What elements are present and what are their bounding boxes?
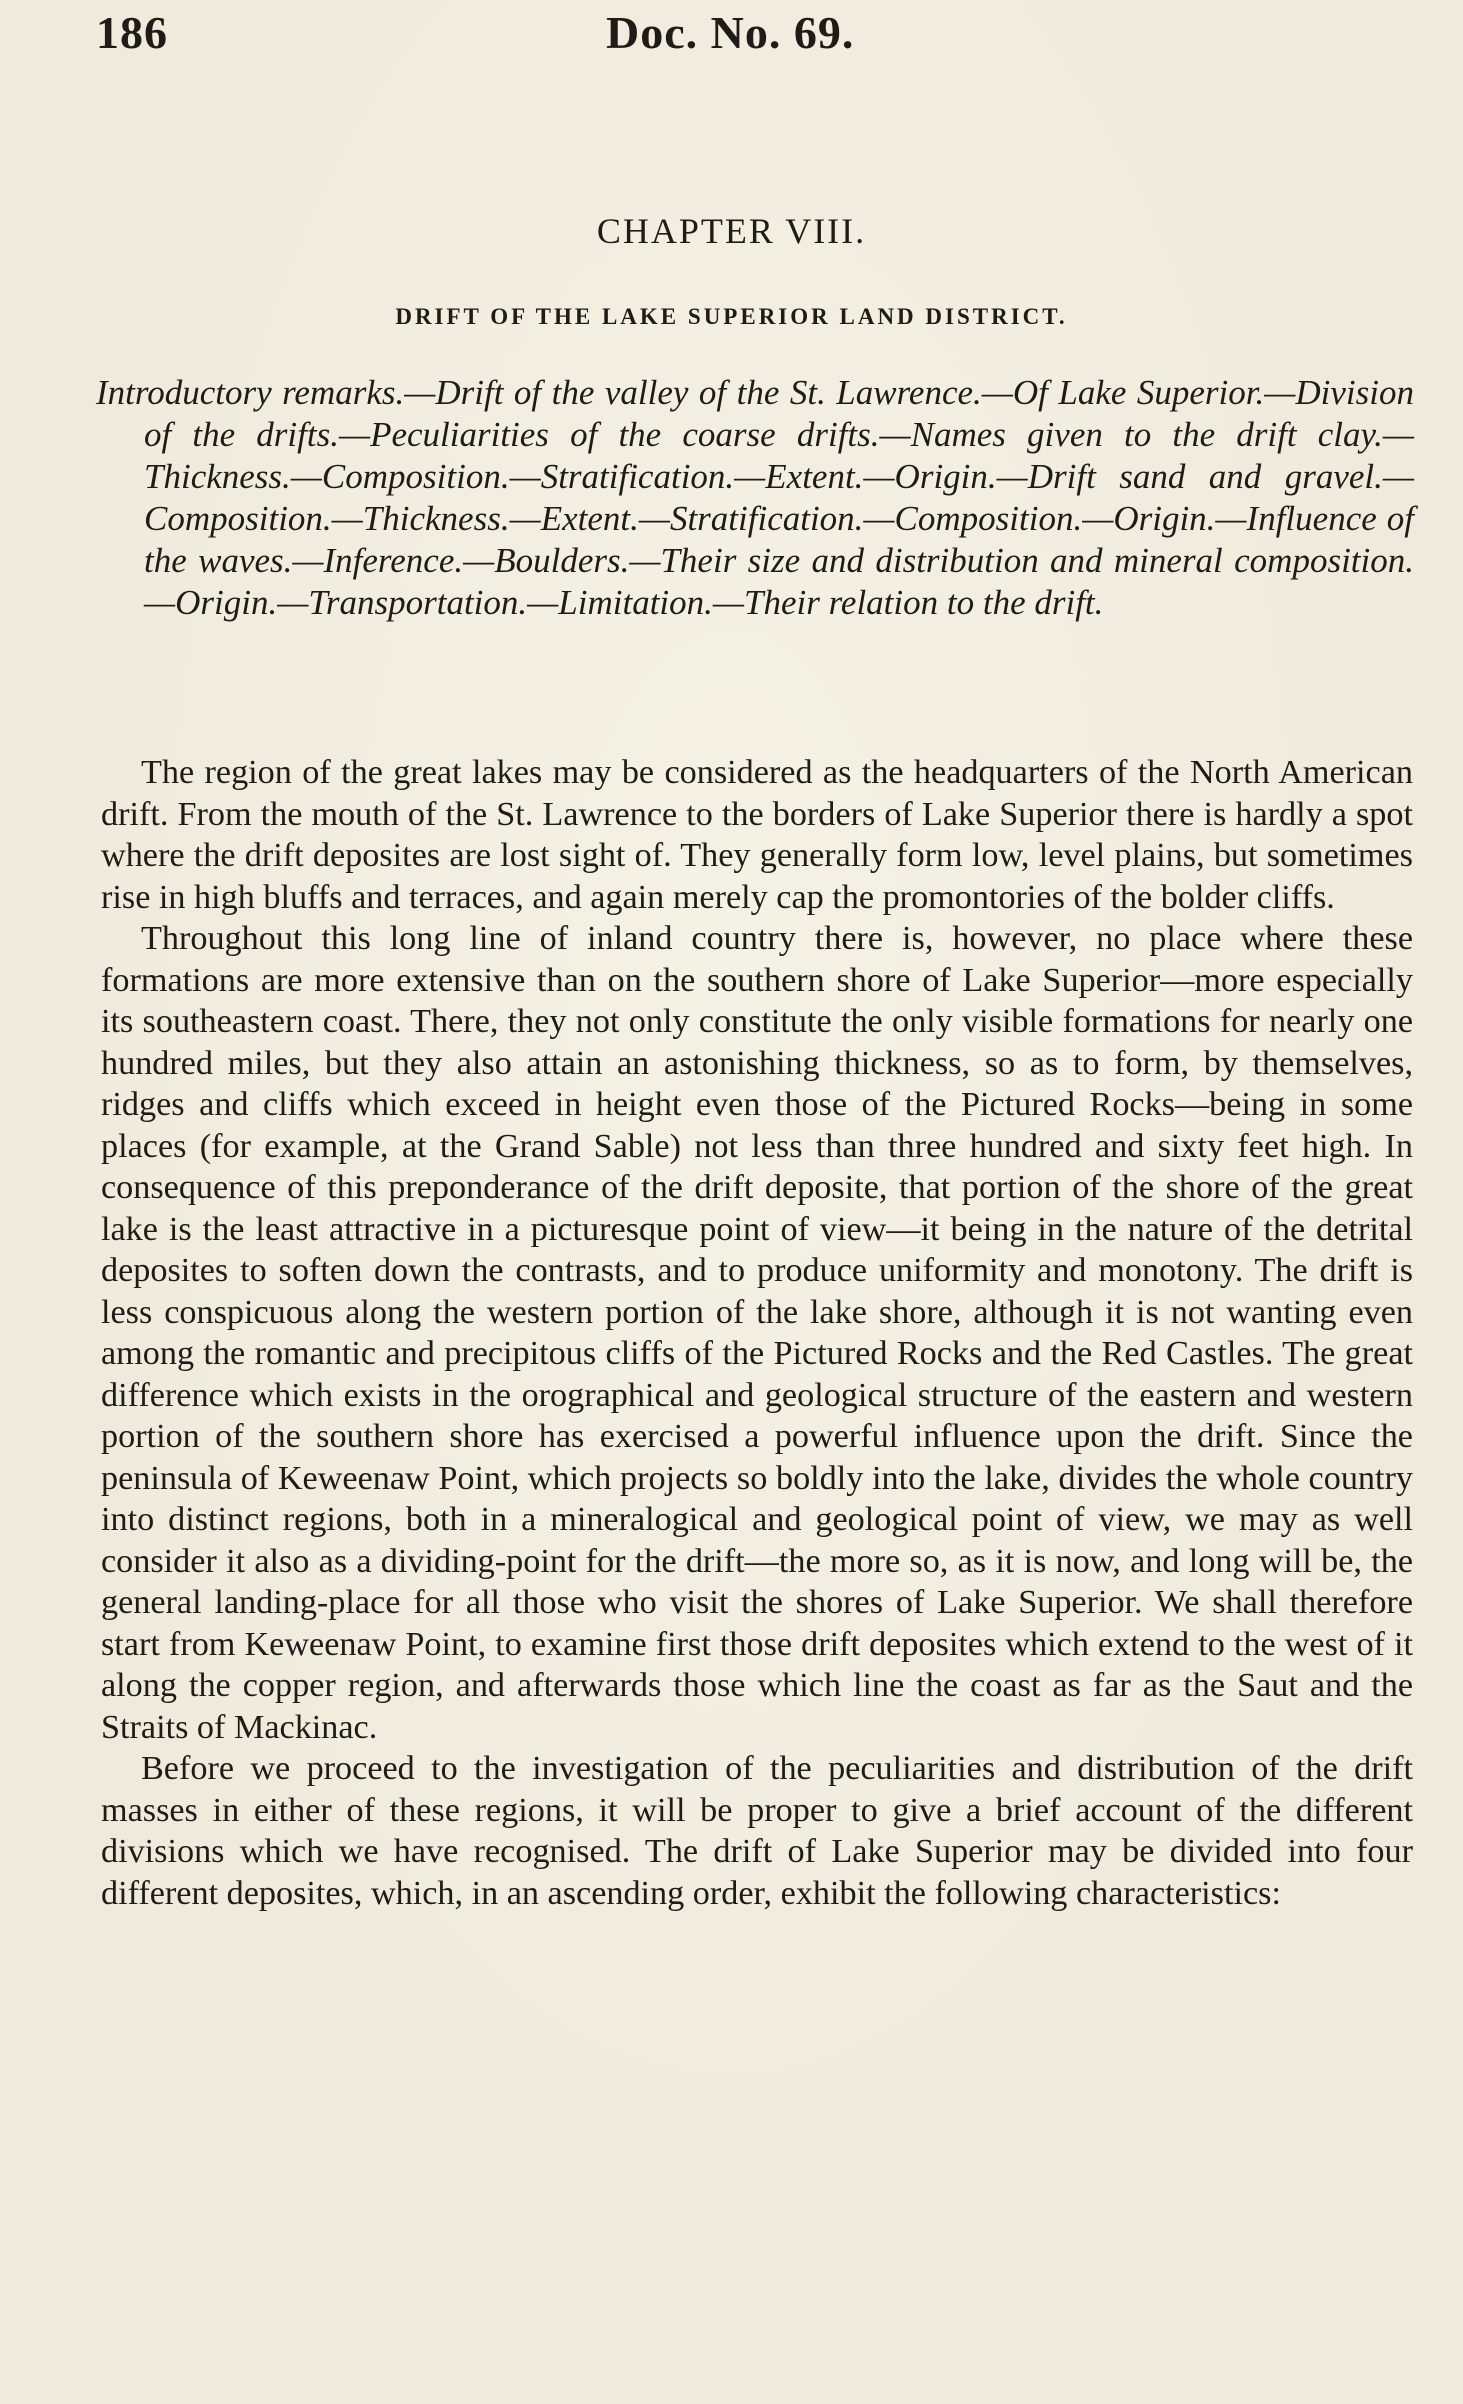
paragraph-3: Before we proceed to the investigation of the peculiarities and distribution of the drift masses in either of these regions, it will be proper to give a brief account of the different divisions which we have recognised. The drift of Lake Superior may be divided into four different deposites, which, in an ascending order, exhibit the following characteristics: bbox=[101, 1750, 1413, 1912]
chapter-synopsis: Introductory remarks.—Drift of the valley of the St. Lawrence.—Of Lake Superior.—Division of the drifts.—Peculiarities of the coarse drifts.—Names given to the drift clay.—Thickness.—Composition.—Stratification.—Extent.—Origin.—Drift sand and gravel.—Composition.—Thickness.—Extent.—Stratification.—Composition.—Origin.—Influence of the waves.—Inference.—Boulders.—Their size and distribution and mineral composition.—Origin.—Transportation.—Limitation.—Their relation to the drift. bbox=[96, 373, 1414, 622]
paragraph-2: Throughout this long line of inland country there is, however, no place where these formations are more extensive than on the southern shore of Lake Superior—more especially its southeastern coast. There, they not only constitute the only visible formations for nearly one hundred miles, but they also attain an astonishing thickness, so as to form, by themselves, ridges and cliffs which exceed in height even those of the Pictured Rocks—being in some places (for example, at the Grand Sable) not less than three hundred and sixty feet high. In consequence of this preponderance of the drift deposite, that portion of the shore of the great lake is the least attractive in a picturesque point of view—it being in the nature of the detrital deposites to soften down the contrasts, and to produce uniformity and monotony. The drift is less conspicuous along the western portion of the lake shore, although it is not wanting even among the romantic and precipitous cliffs of the Pictured Rocks and the Red Castles. The great difference which exists in the orographical and geological structure of the eastern and western portion of the southern shore has exercised a powerful influence upon the drift. Since the peninsula of Keweenaw Point, which projects so boldly into the lake, divides the whole country into distinct regions, both in a mineralogical and geological point of view, we may as well consider it also as a dividing-point for the drift—the more so, as it is now, and long will be, the general landing-place for all those who visit the shores of Lake Superior. We shall therefore start from Keweenaw Point, to examine first those drift deposites which extend to the west of it along the copper region, and afterwards those which line the coast as far as the Saut and the Straits of Mackinac. bbox=[101, 920, 1413, 1746]
body-text bbox=[101, 752, 1413, 1914]
document-number: Doc. No. 69. bbox=[606, 7, 855, 58]
page-number: 186 bbox=[96, 7, 168, 58]
chapter-title: CHAPTER VIII. bbox=[596, 211, 867, 251]
running-head bbox=[96, 6, 1406, 66]
paragraph-1: The region of the great lakes may be considered as the headquarters of the North American drift. From the mouth of the St. Lawrence to the borders of Lake Superior there is hardly a spot where the drift deposites are lost sight of. They generally form low, level plains, but sometimes rise in high bluffs and terraces, and again merely cap the promontories of the bolder cliffs. bbox=[101, 754, 1413, 916]
chapter-subtitle: DRIFT OF THE LAKE SUPERIOR LAND DISTRICT. bbox=[395, 304, 1068, 329]
